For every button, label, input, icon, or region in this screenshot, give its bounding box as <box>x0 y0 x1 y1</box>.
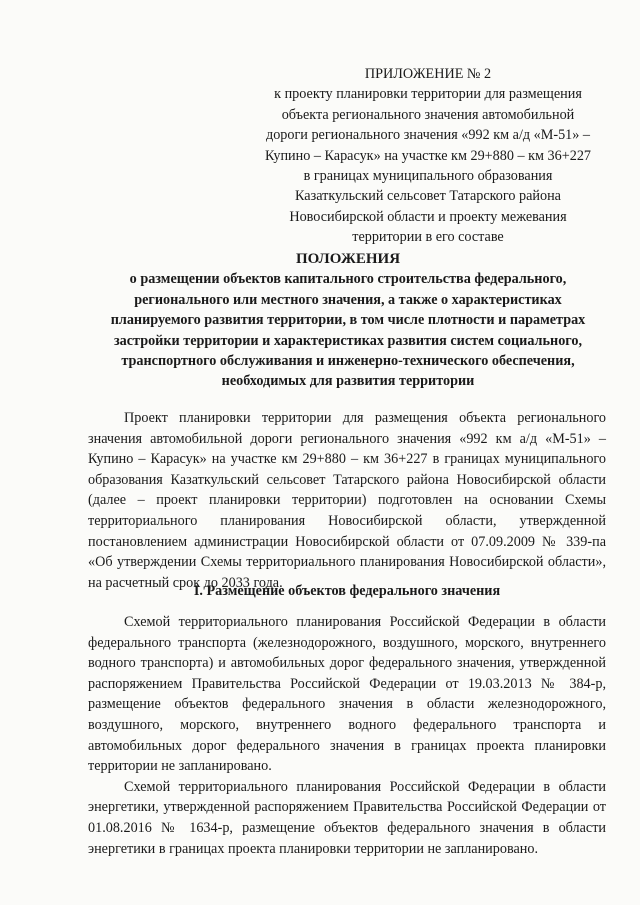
document-heading <box>88 249 608 392</box>
appendix-text: к проекту планировки территории для размещения объекта регионального значения автомобильной дороги регионального значения «992 км а/д «М-51» – Купино – Карасук» на участке км 29+880 – км 36+227 в границах муниципального образования Казаткульский сельсовет Татарского района Новосибирской области и проекту межевания территории в его составе <box>264 86 592 246</box>
heading-main: ПОЛОЖЕНИЯ <box>295 251 401 267</box>
appendix-title: ПРИЛОЖЕНИЕ № 2 <box>364 66 492 82</box>
intro-block <box>88 408 606 593</box>
appendix-block <box>262 64 594 248</box>
section-body <box>88 612 606 859</box>
intro-paragraph: Проект планировки территории для размещения объекта регионального значения автомобильной дороги регионального значения «992 км а/д «М-51» – Купино – Карасук» на участке км 29+880 – км 36+227 в границах муниципального образования Казаткульский сельсовет Татарского района Новосибирской области (далее – проект планировки территории) подготовлен на основании Схемы территориального планирования Новосибирской области, утвержденной постановлением администрации Новосибирской области от 07.09.2009 № 339-па «Об утверждении Схемы территориального планирования Новосибирской области», на расчетный срок до 2033 года. <box>88 410 606 591</box>
section-paragraph: Схемой территориального планирования Российской Федерации в области федерального транспорта (железнодорожного, воздушного, морского, внутреннего водного транспорта) и автомобильных дорог федерального значения, утвержденной распоряжением Правительства Российской Федерации от 19.03.2013 № 384-р, размещение объектов федерального значения в области железнодорожного, воздушного, морского, внутреннего водного федерального транспорта и автомобильных дорог федерального значения в границах проекта планировки территории не запланировано. <box>88 614 606 775</box>
section-paragraph: Схемой территориального планирования Российской Федерации в области энергетики, утвержденной распоряжением Правительства Российской Федерации от 01.08.2016 № 1634-р, размещение объектов федерального значения в области энергетики в границах проекта планировки территории не запланировано. <box>88 778 606 857</box>
section-title: I. Размещение объектов федерального значения <box>193 583 501 599</box>
heading-subtitle: о размещении объектов капитального строительства федерального, регионального или местного значения, а также о характеристиках планируемого развития территории, в том числе плотности и параметрах застройки территории и характеристиках развития систем социального, транспортного обслуживания и инженерно-технического обеспечения, необходимых для развития территории <box>110 271 586 390</box>
